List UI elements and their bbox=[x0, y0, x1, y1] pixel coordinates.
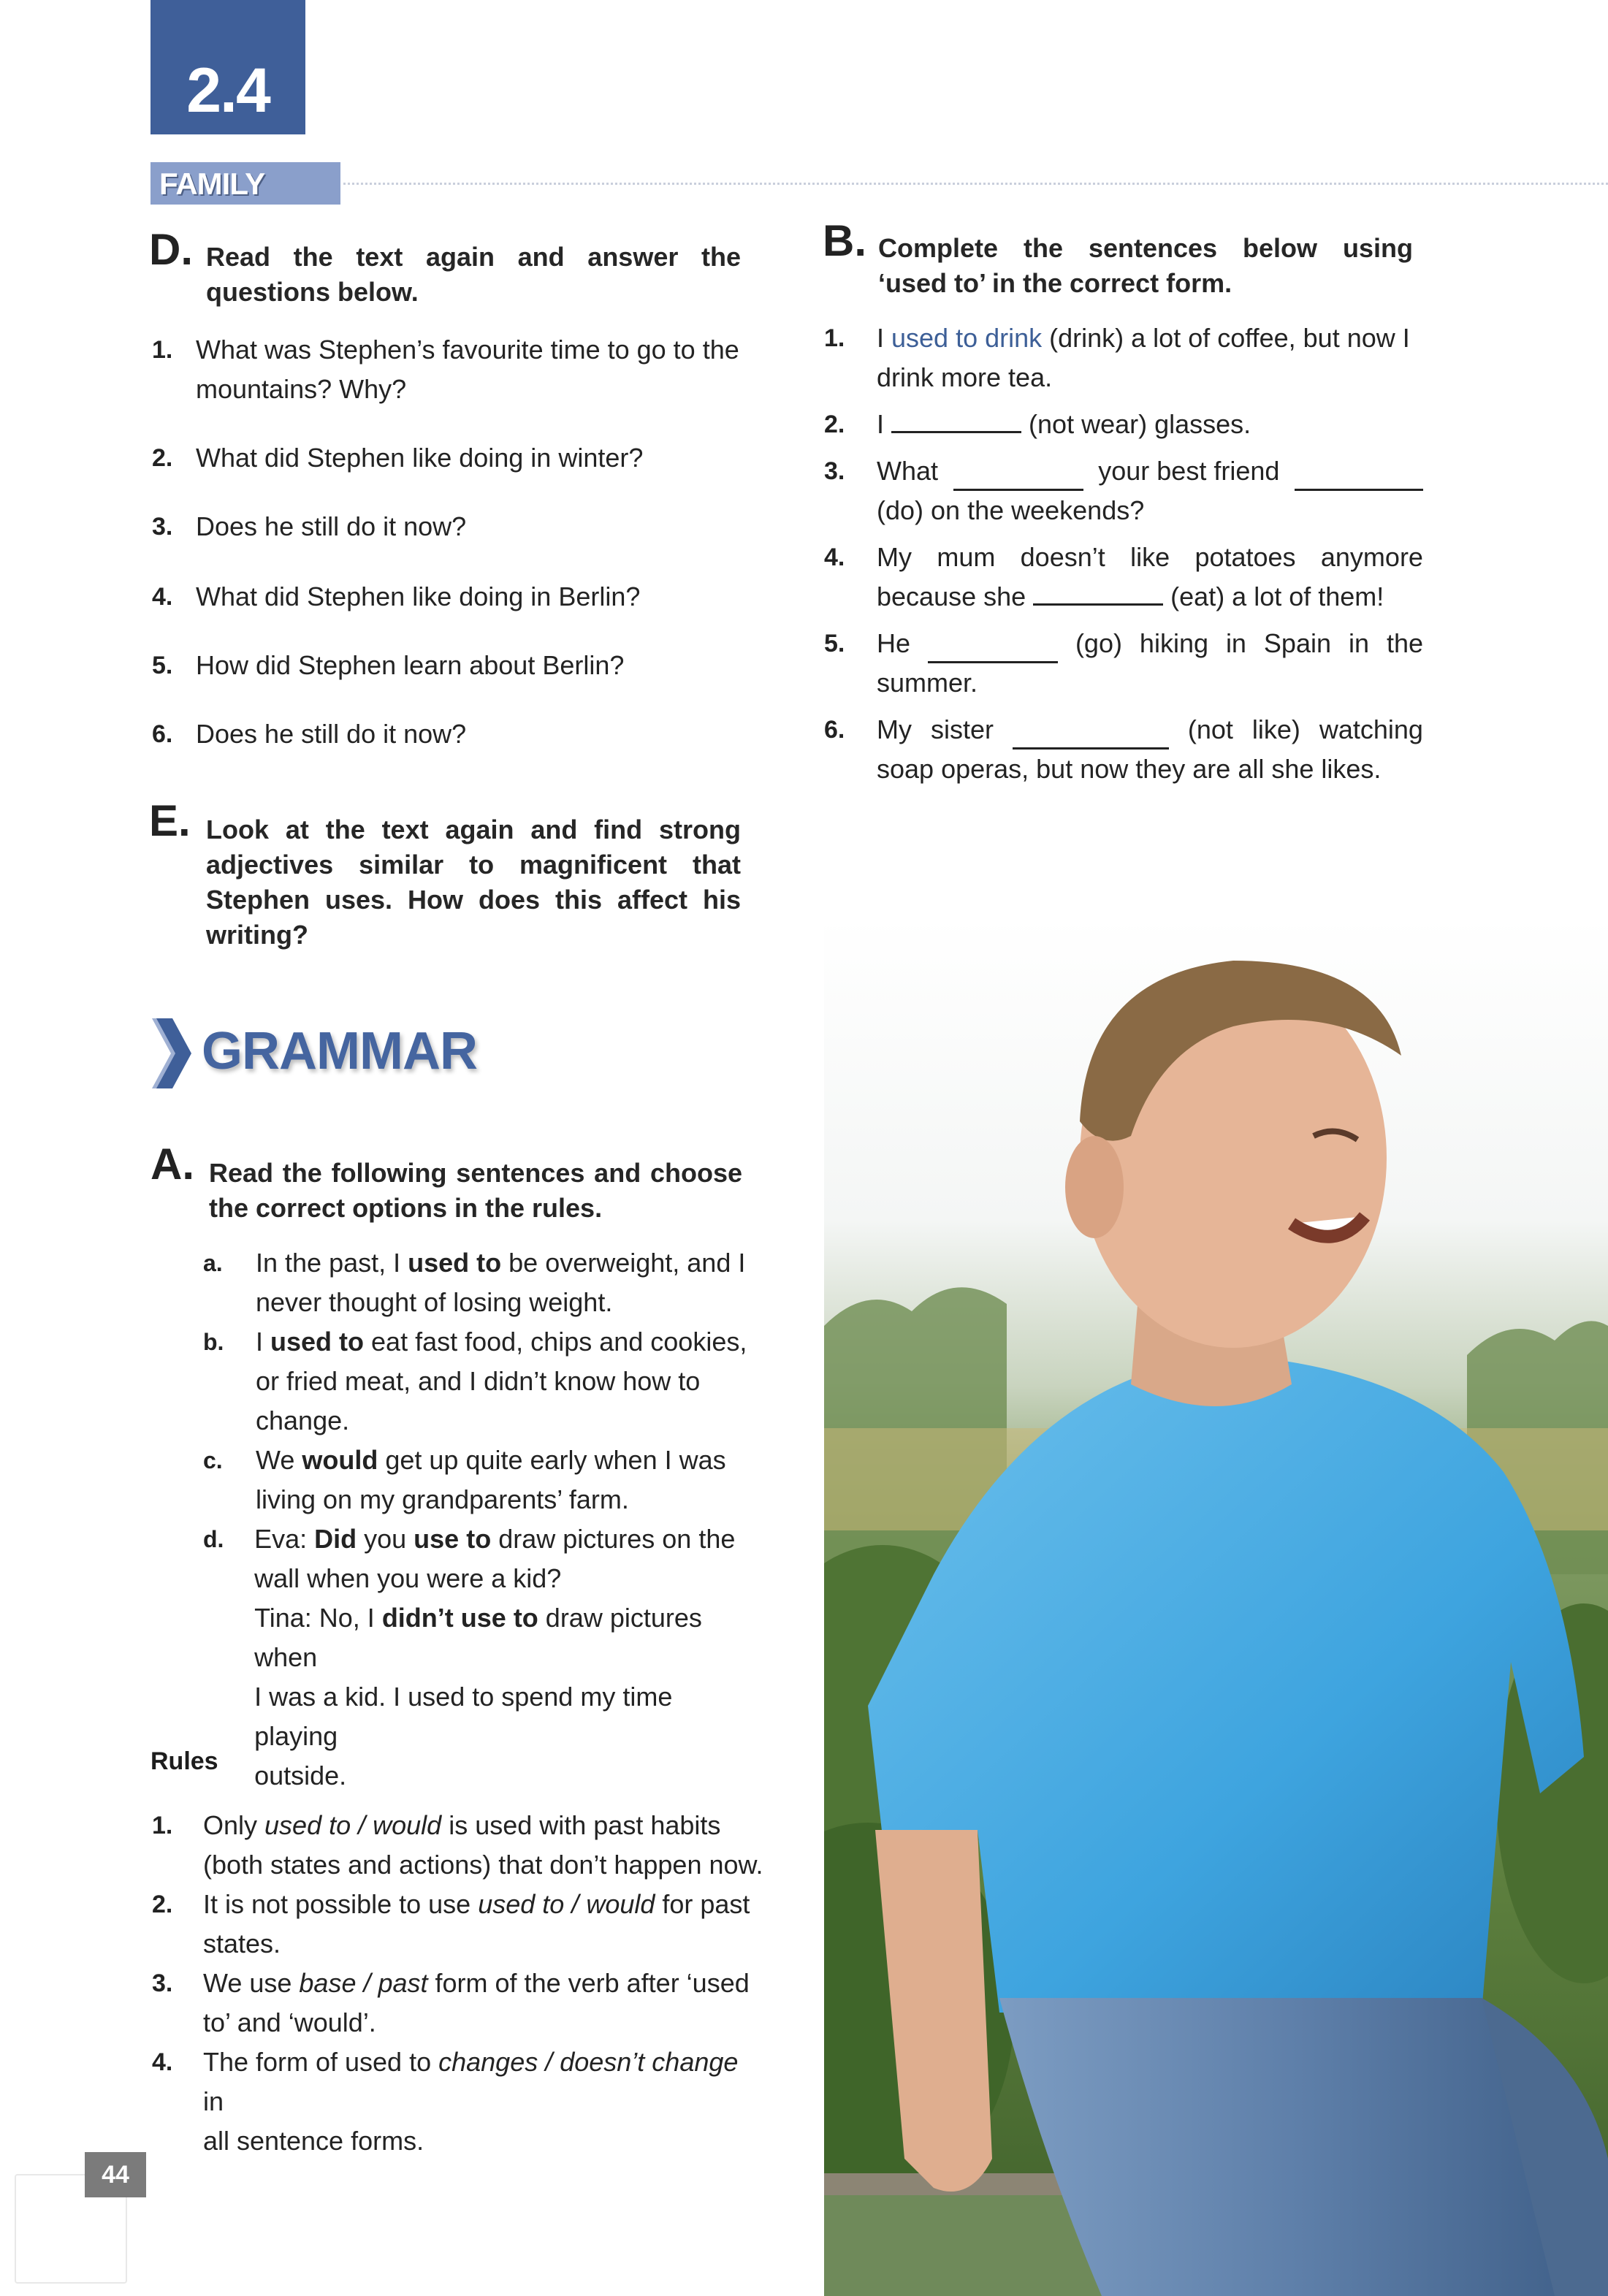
list-item: 2. It is not possible to use used to / would for past states. bbox=[152, 1885, 766, 1964]
section-e-title: Look at the text again and find strong adjectives similar to magnificent that Stephen uses. How does this affect his writing? bbox=[206, 815, 741, 950]
chevron-right-icon bbox=[150, 1017, 194, 1090]
unit-title: FAMILY bbox=[159, 167, 265, 201]
section-d-title: Read the text again and answer the questions below. bbox=[206, 242, 741, 307]
section-b-title: Complete the sentences below using ‘used to’ in the correct form. bbox=[878, 233, 1413, 298]
answer-blank[interactable] bbox=[1295, 462, 1423, 491]
rule-number: 1. bbox=[152, 1812, 173, 1839]
item-label: b. bbox=[203, 1329, 224, 1355]
grammar-heading: GRAMMAR bbox=[202, 1022, 477, 1080]
sentence-number: 4. bbox=[824, 544, 845, 571]
question-number: 6. bbox=[152, 720, 173, 748]
question-number: 2. bbox=[152, 444, 173, 472]
question-text: Does he still do it now? bbox=[196, 511, 467, 541]
list-item: 3. What your best friend (do) on the weekends? bbox=[824, 451, 1423, 530]
list-item bbox=[152, 438, 643, 478]
section-b-sentence-list bbox=[824, 319, 1423, 789]
sentence-number: 3. bbox=[824, 457, 845, 485]
sentence-number: 1. bbox=[824, 324, 845, 352]
list-item: 4. My mum doesn’t like potatoes anymore because she (eat) a lot of them! bbox=[824, 538, 1423, 617]
item-label: c. bbox=[203, 1447, 223, 1473]
question-text: How did Stephen learn about Berlin? bbox=[196, 650, 625, 680]
question-number: 5. bbox=[152, 652, 173, 679]
list-item: d. Eva: Did you use to draw pictures on the wall when you were a kid? Tina: No, I didn’t use to draw pictures when I was a kid. I used to spend my time playing outside. bbox=[203, 1519, 758, 1796]
list-item bbox=[152, 646, 624, 685]
header-divider bbox=[343, 183, 1608, 185]
answer-blank[interactable] bbox=[891, 405, 1021, 433]
list-item: 2. I (not wear) glasses. bbox=[824, 405, 1423, 444]
question-text: What did Stephen like doing in winter? bbox=[196, 443, 644, 473]
question-number: 4. bbox=[152, 583, 173, 611]
section-a-letter: A. bbox=[150, 1140, 194, 1189]
list-item bbox=[152, 330, 751, 409]
example-sentence-list bbox=[203, 1243, 758, 1796]
example-answer: used to drink bbox=[891, 323, 1043, 353]
section-b-letter: B. bbox=[823, 216, 866, 265]
unit-title-band bbox=[150, 162, 340, 205]
question-text: mountains? Why? bbox=[196, 374, 407, 404]
list-item: b. I used to eat fast food, chips and cookies, or fried meat, and I didn’t know how to change. bbox=[203, 1322, 758, 1441]
answer-blank[interactable] bbox=[1013, 721, 1169, 750]
list-item bbox=[152, 507, 466, 546]
boy-photo bbox=[824, 917, 1608, 2296]
list-item: 1. Only used to / would is used with past habits (both states and actions) that don’t happen now. bbox=[152, 1806, 766, 1885]
question-number: 1. bbox=[152, 336, 173, 364]
section-d-question-list bbox=[152, 330, 751, 409]
question-text: What did Stephen like doing in Berlin? bbox=[196, 581, 641, 611]
item-label: a. bbox=[203, 1250, 223, 1276]
page-number: 44 bbox=[102, 2161, 129, 2189]
section-e-letter: E. bbox=[149, 796, 191, 845]
sentence-number: 2. bbox=[824, 411, 845, 438]
list-item: 3. We use base / past form of the verb after ‘used to’ and ‘would’. bbox=[152, 1964, 766, 2043]
list-item bbox=[152, 714, 466, 754]
page-number-badge bbox=[85, 2152, 146, 2197]
rule-number: 4. bbox=[152, 2048, 173, 2076]
question-number: 3. bbox=[152, 513, 173, 541]
list-item: c. We would get up quite early when I was living on my grandparents’ farm. bbox=[203, 1441, 758, 1519]
rule-number: 2. bbox=[152, 1891, 173, 1918]
unit-number: 2.4 bbox=[186, 56, 270, 126]
list-item: 1. I used to drink (drink) a lot of coffee, but now I drink more tea. bbox=[824, 319, 1423, 397]
sentence-number: 6. bbox=[824, 716, 845, 744]
answer-blank[interactable] bbox=[953, 462, 1083, 491]
rule-number: 3. bbox=[152, 1969, 173, 1997]
list-item: 5. He (go) hiking in Spain in the summer. bbox=[824, 624, 1423, 703]
list-item: a. In the past, I used to be overweight, and I never thought of losing weight. bbox=[203, 1243, 758, 1322]
question-text: Does he still do it now? bbox=[196, 719, 467, 749]
section-a-title: Read the following sentences and choose the correct options in the rules. bbox=[209, 1158, 742, 1223]
rules-heading: Rules bbox=[150, 1747, 218, 1775]
answer-blank[interactable] bbox=[928, 635, 1058, 663]
section-d-letter: D. bbox=[149, 225, 193, 274]
unit-number-box bbox=[150, 0, 305, 134]
list-item bbox=[152, 577, 640, 617]
rules-list bbox=[152, 1806, 766, 2161]
sentence-number: 5. bbox=[824, 630, 845, 657]
list-item: 6. My sister (not like) watching soap operas, but now they are all she likes. bbox=[824, 710, 1423, 789]
question-text: What was Stephen’s favourite time to go to the bbox=[196, 335, 739, 365]
answer-blank[interactable] bbox=[1033, 577, 1163, 606]
item-label: d. bbox=[203, 1526, 224, 1552]
list-item: 4. The form of used to changes / doesn’t change in all sentence forms. bbox=[152, 2043, 766, 2161]
